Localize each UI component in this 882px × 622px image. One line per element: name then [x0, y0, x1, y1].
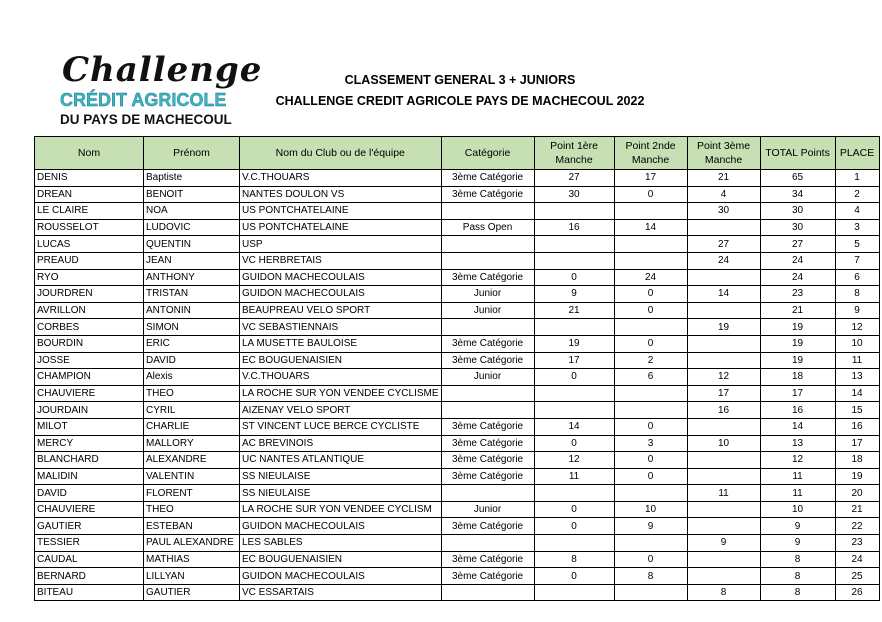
cell-total: 21: [760, 302, 835, 319]
cell-prenom: ANTHONY: [144, 269, 240, 286]
cell-manche-1: 0: [534, 369, 614, 386]
logo-line-pays: DU PAYS DE MACHECOUL: [60, 112, 232, 127]
cell-manche-1: [534, 236, 614, 253]
header-prenom: Prénom: [144, 137, 240, 170]
cell-prenom: ESTEBAN: [144, 518, 240, 535]
table-row: [35, 584, 880, 601]
cell-manche-1: [534, 203, 614, 220]
table-row: [35, 335, 880, 352]
cell-prenom: JEAN: [144, 252, 240, 269]
cell-club: UC NANTES ATLANTIQUE: [240, 452, 442, 469]
table-row: [35, 452, 880, 469]
table-row: [35, 535, 880, 552]
cell-manche-3: 8: [687, 584, 760, 601]
cell-manche-3: 14: [687, 286, 760, 303]
cell-manche-3: 12: [687, 369, 760, 386]
cell-nom: CHAUVIERE: [35, 501, 144, 518]
cell-prenom: CYRIL: [144, 402, 240, 419]
cell-manche-1: 0: [534, 518, 614, 535]
cell-categorie: [441, 236, 534, 253]
table-row: [35, 551, 880, 568]
cell-club: LA ROCHE SUR YON VENDEE CYCLISME: [240, 385, 442, 402]
cell-place: 26: [835, 584, 879, 601]
cell-total: 24: [760, 269, 835, 286]
cell-total: 14: [760, 418, 835, 435]
cell-place: 15: [835, 402, 879, 419]
cell-prenom: ANTONIN: [144, 302, 240, 319]
cell-nom: CAUDAL: [35, 551, 144, 568]
cell-manche-2: 0: [614, 335, 687, 352]
cell-manche-1: [534, 319, 614, 336]
cell-place: 21: [835, 501, 879, 518]
cell-categorie: 3ème Catégorie: [441, 170, 534, 187]
cell-nom: MALIDIN: [35, 468, 144, 485]
cell-nom: MILOT: [35, 418, 144, 435]
cell-prenom: Baptiste: [144, 170, 240, 187]
cell-club: AIZENAY VELO SPORT: [240, 402, 442, 419]
cell-manche-3: 24: [687, 252, 760, 269]
cell-manche-1: 8: [534, 551, 614, 568]
cell-manche-2: 0: [614, 302, 687, 319]
cell-nom: CHAMPION: [35, 369, 144, 386]
table-row: [35, 236, 880, 253]
cell-manche-3: 16: [687, 402, 760, 419]
cell-total: 8: [760, 568, 835, 585]
cell-categorie: Junior: [441, 501, 534, 518]
cell-place: 2: [835, 186, 879, 203]
cell-prenom: Alexis: [144, 369, 240, 386]
cell-categorie: [441, 485, 534, 502]
title-line-2: CHALLENGE CREDIT AGRICOLE PAYS DE MACHECOUL 2022: [275, 94, 645, 108]
cell-club: LA ROCHE SUR YON VENDEE CYCLISM: [240, 501, 442, 518]
cell-total: 30: [760, 219, 835, 236]
cell-manche-2: 2: [614, 352, 687, 369]
cell-manche-2: 0: [614, 418, 687, 435]
title-line-1: CLASSEMENT GENERAL 3 + JUNIORS: [344, 73, 576, 87]
cell-manche-1: 9: [534, 286, 614, 303]
cell-manche-1: [534, 485, 614, 502]
cell-manche-1: [534, 535, 614, 552]
cell-manche-3: 17: [687, 385, 760, 402]
cell-club: LA MUSETTE BAULOISE: [240, 335, 442, 352]
cell-manche-3: 21: [687, 170, 760, 187]
cell-nom: MERCY: [35, 435, 144, 452]
cell-place: 16: [835, 418, 879, 435]
cell-club: SS NIEULAISE: [240, 485, 442, 502]
header-club: Nom du Club ou de l'équipe: [240, 137, 442, 170]
cell-categorie: 3ème Catégorie: [441, 418, 534, 435]
cell-categorie: Pass Open: [441, 219, 534, 236]
cell-club: BEAUPREAU VELO SPORT: [240, 302, 442, 319]
logo-line-challenge: Challenge: [62, 50, 263, 90]
cell-club: SS NIEULAISE: [240, 468, 442, 485]
cell-manche-2: 8: [614, 568, 687, 585]
header-row: [35, 137, 880, 170]
cell-manche-1: 17: [534, 352, 614, 369]
cell-categorie: [441, 252, 534, 269]
table-row: [35, 302, 880, 319]
cell-categorie: 3ème Catégorie: [441, 452, 534, 469]
cell-place: 18: [835, 452, 879, 469]
cell-manche-3: [687, 219, 760, 236]
cell-manche-1: 19: [534, 335, 614, 352]
table-row: [35, 435, 880, 452]
cell-total: 11: [760, 468, 835, 485]
cell-prenom: GAUTIER: [144, 584, 240, 601]
cell-manche-2: [614, 203, 687, 220]
cell-total: 18: [760, 369, 835, 386]
cell-manche-3: 30: [687, 203, 760, 220]
cell-nom: GAUTIER: [35, 518, 144, 535]
cell-prenom: VALENTIN: [144, 468, 240, 485]
table-row: [35, 468, 880, 485]
cell-manche-3: 27: [687, 236, 760, 253]
cell-place: 6: [835, 269, 879, 286]
cell-manche-1: 0: [534, 269, 614, 286]
cell-place: 12: [835, 319, 879, 336]
cell-manche-3: [687, 418, 760, 435]
cell-nom: BITEAU: [35, 584, 144, 601]
cell-club: GUIDON MACHECOULAIS: [240, 286, 442, 303]
cell-nom: JOURDREN: [35, 286, 144, 303]
challenge-logo: [60, 50, 263, 132]
cell-manche-2: [614, 385, 687, 402]
cell-place: 13: [835, 369, 879, 386]
cell-nom: BLANCHARD: [35, 452, 144, 469]
cell-prenom: ALEXANDRE: [144, 452, 240, 469]
cell-total: 11: [760, 485, 835, 502]
cell-place: 10: [835, 335, 879, 352]
header-total: TOTAL Points: [760, 137, 835, 170]
cell-nom: CHAUVIERE: [35, 385, 144, 402]
cell-total: 10: [760, 501, 835, 518]
table-row: [35, 385, 880, 402]
cell-manche-1: 11: [534, 468, 614, 485]
cell-manche-2: [614, 402, 687, 419]
header-manche-3: Point 3ème Manche: [687, 137, 760, 170]
header-categorie: Catégorie: [441, 137, 534, 170]
cell-manche-1: [534, 584, 614, 601]
cell-categorie: 3ème Catégorie: [441, 352, 534, 369]
cell-prenom: BENOIT: [144, 186, 240, 203]
cell-manche-2: 24: [614, 269, 687, 286]
cell-prenom: TRISTAN: [144, 286, 240, 303]
cell-total: 34: [760, 186, 835, 203]
cell-categorie: 3ème Catégorie: [441, 518, 534, 535]
cell-place: 11: [835, 352, 879, 369]
cell-total: 12: [760, 452, 835, 469]
cell-club: VC SEBASTIENNAIS: [240, 319, 442, 336]
cell-total: 17: [760, 385, 835, 402]
cell-place: 14: [835, 385, 879, 402]
cell-place: 24: [835, 551, 879, 568]
cell-place: 22: [835, 518, 879, 535]
cell-manche-3: 4: [687, 186, 760, 203]
cell-manche-1: 30: [534, 186, 614, 203]
cell-nom: DENIS: [35, 170, 144, 187]
table-row: [35, 252, 880, 269]
cell-manche-3: [687, 335, 760, 352]
header-place: PLACE: [835, 137, 879, 170]
cell-manche-3: [687, 518, 760, 535]
cell-manche-3: [687, 269, 760, 286]
cell-manche-2: [614, 485, 687, 502]
cell-club: VC HERBRETAIS: [240, 252, 442, 269]
table-row: [35, 485, 880, 502]
cell-total: 8: [760, 551, 835, 568]
cell-place: 9: [835, 302, 879, 319]
cell-prenom: QUENTIN: [144, 236, 240, 253]
cell-place: 20: [835, 485, 879, 502]
cell-manche-2: 14: [614, 219, 687, 236]
cell-manche-2: 0: [614, 286, 687, 303]
table-row: [35, 319, 880, 336]
header-manche-2: Point 2nde Manche: [614, 137, 687, 170]
cell-place: 3: [835, 219, 879, 236]
cell-categorie: 3ème Catégorie: [441, 551, 534, 568]
cell-prenom: FLORENT: [144, 485, 240, 502]
cell-manche-1: 0: [534, 568, 614, 585]
table-row: [35, 269, 880, 286]
cell-manche-3: [687, 501, 760, 518]
cell-manche-2: [614, 252, 687, 269]
cell-categorie: 3ème Catégorie: [441, 335, 534, 352]
cell-nom: RYO: [35, 269, 144, 286]
cell-total: 27: [760, 236, 835, 253]
cell-total: 19: [760, 319, 835, 336]
cell-club: LES SABLES: [240, 535, 442, 552]
table-row: [35, 186, 880, 203]
header-manche-1: Point 1ère Manche: [534, 137, 614, 170]
table-row: [35, 402, 880, 419]
cell-nom: LE CLAIRE: [35, 203, 144, 220]
cell-place: 17: [835, 435, 879, 452]
cell-manche-3: 11: [687, 485, 760, 502]
cell-nom: JOSSE: [35, 352, 144, 369]
cell-manche-3: 9: [687, 535, 760, 552]
cell-categorie: 3ème Catégorie: [441, 435, 534, 452]
cell-club: V.C.THOUARS: [240, 369, 442, 386]
cell-nom: PREAUD: [35, 252, 144, 269]
cell-manche-3: [687, 551, 760, 568]
cell-manche-1: [534, 252, 614, 269]
cell-categorie: Junior: [441, 302, 534, 319]
cell-total: 19: [760, 352, 835, 369]
cell-manche-2: 10: [614, 501, 687, 518]
cell-nom: TESSIER: [35, 535, 144, 552]
cell-manche-2: 9: [614, 518, 687, 535]
cell-categorie: [441, 319, 534, 336]
cell-total: 30: [760, 203, 835, 220]
cell-prenom: THEO: [144, 501, 240, 518]
cell-manche-1: 21: [534, 302, 614, 319]
cell-club: US PONTCHATELAINE: [240, 203, 442, 220]
table-row: [35, 369, 880, 386]
cell-categorie: 3ème Catégorie: [441, 186, 534, 203]
table-row: [35, 170, 880, 187]
table-row: [35, 286, 880, 303]
cell-total: 8: [760, 584, 835, 601]
cell-nom: ROUSSELOT: [35, 219, 144, 236]
cell-club: US PONTCHATELAINE: [240, 219, 442, 236]
cell-nom: AVRILLON: [35, 302, 144, 319]
cell-manche-2: 0: [614, 186, 687, 203]
cell-categorie: 3ème Catégorie: [441, 568, 534, 585]
cell-categorie: [441, 402, 534, 419]
cell-categorie: Junior: [441, 369, 534, 386]
cell-place: 5: [835, 236, 879, 253]
document-title: [255, 70, 665, 112]
cell-club: NANTES DOULON VS: [240, 186, 442, 203]
cell-manche-3: [687, 302, 760, 319]
cell-manche-2: 6: [614, 369, 687, 386]
cell-nom: BOURDIN: [35, 335, 144, 352]
cell-prenom: ERIC: [144, 335, 240, 352]
cell-club: VC ESSARTAIS: [240, 584, 442, 601]
cell-total: 19: [760, 335, 835, 352]
cell-categorie: [441, 535, 534, 552]
table-row: [35, 568, 880, 585]
cell-prenom: PAUL ALEXANDRE: [144, 535, 240, 552]
cell-manche-1: 0: [534, 435, 614, 452]
cell-manche-3: [687, 568, 760, 585]
cell-manche-1: 14: [534, 418, 614, 435]
cell-manche-2: [614, 319, 687, 336]
cell-place: 7: [835, 252, 879, 269]
cell-manche-3: 19: [687, 319, 760, 336]
cell-total: 13: [760, 435, 835, 452]
cell-categorie: [441, 385, 534, 402]
cell-manche-2: 0: [614, 452, 687, 469]
cell-prenom: MATHIAS: [144, 551, 240, 568]
header-nom: Nom: [35, 137, 144, 170]
cell-nom: DREAN: [35, 186, 144, 203]
cell-nom: LUCAS: [35, 236, 144, 253]
cell-total: 16: [760, 402, 835, 419]
cell-nom: CORBES: [35, 319, 144, 336]
cell-prenom: THEO: [144, 385, 240, 402]
cell-manche-1: [534, 385, 614, 402]
cell-manche-1: 0: [534, 501, 614, 518]
cell-place: 4: [835, 203, 879, 220]
cell-manche-2: 3: [614, 435, 687, 452]
cell-manche-2: 0: [614, 468, 687, 485]
table-row: [35, 352, 880, 369]
cell-total: 23: [760, 286, 835, 303]
cell-prenom: MALLORY: [144, 435, 240, 452]
cell-club: EC BOUGUENAISIEN: [240, 352, 442, 369]
cell-prenom: LUDOVIC: [144, 219, 240, 236]
table-row: [35, 219, 880, 236]
cell-categorie: Junior: [441, 286, 534, 303]
cell-manche-2: 17: [614, 170, 687, 187]
cell-manche-3: [687, 452, 760, 469]
cell-nom: JOURDAIN: [35, 402, 144, 419]
cell-total: 9: [760, 535, 835, 552]
cell-club: GUIDON MACHECOULAIS: [240, 269, 442, 286]
cell-total: 65: [760, 170, 835, 187]
cell-place: 8: [835, 286, 879, 303]
ranking-table: [34, 136, 880, 601]
cell-manche-3: [687, 468, 760, 485]
cell-prenom: CHARLIE: [144, 418, 240, 435]
cell-manche-2: [614, 584, 687, 601]
cell-manche-1: [534, 402, 614, 419]
cell-nom: BERNARD: [35, 568, 144, 585]
cell-club: USP: [240, 236, 442, 253]
cell-manche-2: [614, 236, 687, 253]
cell-total: 24: [760, 252, 835, 269]
cell-categorie: 3ème Catégorie: [441, 269, 534, 286]
cell-categorie: 3ème Catégorie: [441, 468, 534, 485]
cell-manche-1: 27: [534, 170, 614, 187]
table-row: [35, 518, 880, 535]
cell-manche-1: 12: [534, 452, 614, 469]
cell-categorie: [441, 584, 534, 601]
cell-manche-1: 16: [534, 219, 614, 236]
cell-place: 19: [835, 468, 879, 485]
cell-nom: DAVID: [35, 485, 144, 502]
cell-prenom: SIMON: [144, 319, 240, 336]
cell-total: 9: [760, 518, 835, 535]
cell-categorie: [441, 203, 534, 220]
cell-place: 25: [835, 568, 879, 585]
cell-manche-3: 10: [687, 435, 760, 452]
cell-club: AC BREVINOIS: [240, 435, 442, 452]
cell-club: GUIDON MACHECOULAIS: [240, 518, 442, 535]
cell-club: V.C.THOUARS: [240, 170, 442, 187]
cell-manche-2: [614, 535, 687, 552]
cell-manche-2: 0: [614, 551, 687, 568]
cell-prenom: NOA: [144, 203, 240, 220]
cell-place: 1: [835, 170, 879, 187]
table-row: [35, 203, 880, 220]
cell-club: GUIDON MACHECOULAIS: [240, 568, 442, 585]
table-row: [35, 501, 880, 518]
cell-prenom: LILLYAN: [144, 568, 240, 585]
cell-club: EC BOUGUENAISIEN: [240, 551, 442, 568]
cell-prenom: DAVID: [144, 352, 240, 369]
cell-club: ST VINCENT LUCE BERCE CYCLISTE: [240, 418, 442, 435]
cell-place: 23: [835, 535, 879, 552]
logo-line-credit-agricole: CRÉDIT AGRICOLE: [60, 90, 227, 110]
table-row: [35, 418, 880, 435]
cell-manche-3: [687, 352, 760, 369]
